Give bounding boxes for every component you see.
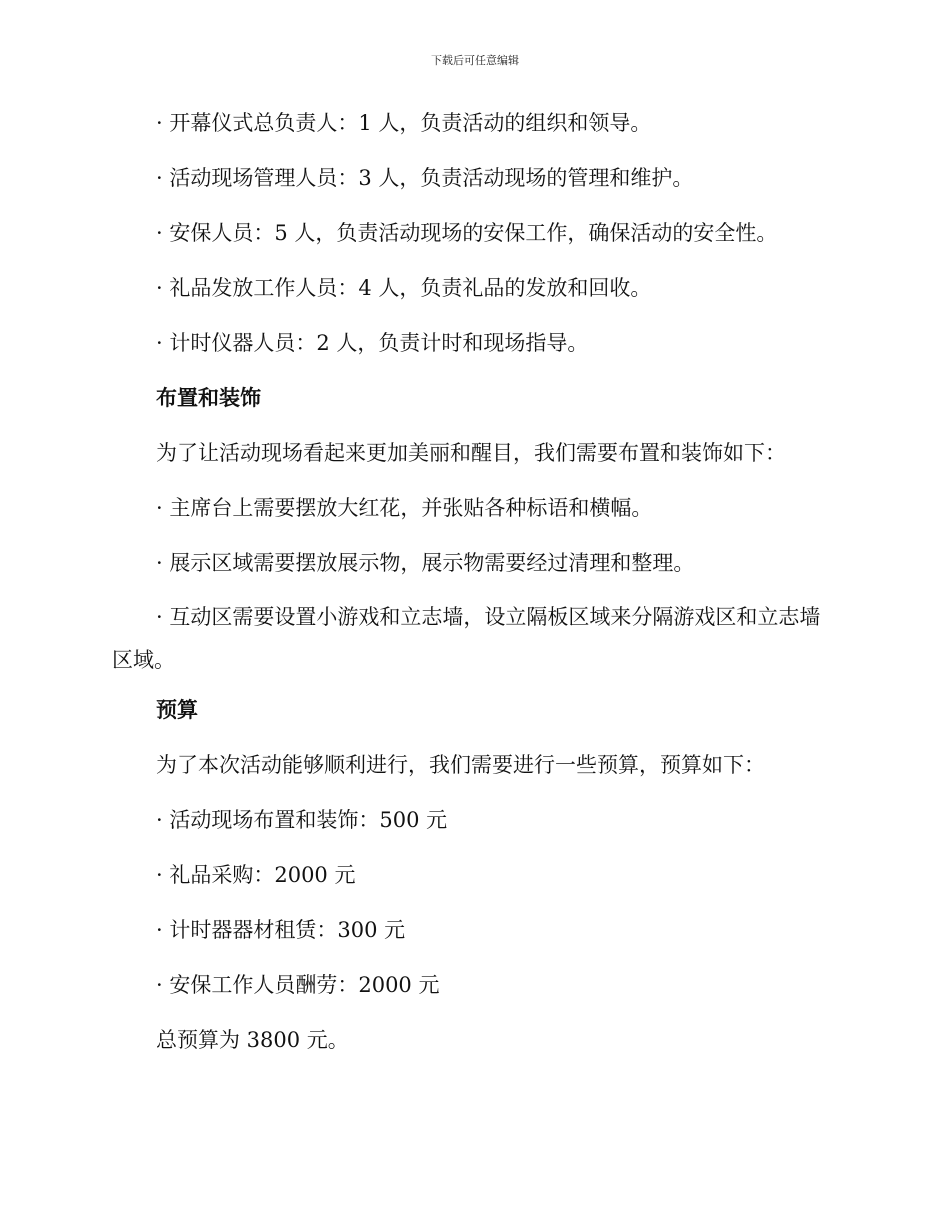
decoration-item-interactive: · 互动区需要设置小游戏和立志墙，设立隔板区域来分隔游戏区和立志墙区域。 xyxy=(112,605,821,672)
decoration-intro: 为了让活动现场看起来更加美丽和醒目，我们需要布置和装饰如下： xyxy=(156,441,786,465)
section-heading-budget: 预算 xyxy=(156,698,198,722)
budget-item-security-pay: · 安保工作人员酬劳：2000 元 xyxy=(156,973,440,997)
budget-item-timer-rental: · 计时器器材租赁：300 元 xyxy=(156,918,406,942)
staff-item-timing: · 计时仪器人员：2 人，负责计时和现场指导。 xyxy=(156,331,589,355)
budget-item-gifts: · 礼品采购：2000 元 xyxy=(156,863,356,887)
page-header: 下载后可任意编辑 xyxy=(431,54,519,67)
budget-intro: 为了本次活动能够顺利进行，我们需要进行一些预算，预算如下： xyxy=(156,753,765,777)
decoration-item-stage: · 主席台上需要摆放大红花，并张贴各种标语和横幅。 xyxy=(156,496,653,520)
staff-item-security: · 安保人员：5 人，负责活动现场的安保工作，确保活动的安全性。 xyxy=(156,221,778,245)
staff-item-site-managers: · 活动现场管理人员：3 人，负责活动现场的管理和维护。 xyxy=(156,166,694,190)
section-heading-decoration: 布置和装饰 xyxy=(156,386,261,410)
budget-total: 总预算为 3800 元。 xyxy=(156,1028,349,1052)
staff-item-gift-distribution: · 礼品发放工作人员：4 人，负责礼品的发放和回收。 xyxy=(156,276,652,300)
document-body xyxy=(112,108,832,1080)
staff-item-general-manager: · 开幕仪式总负责人：1 人，负责活动的组织和领导。 xyxy=(156,111,652,135)
budget-item-decoration: · 活动现场布置和装饰：500 元 xyxy=(156,808,448,832)
decoration-item-display: · 展示区域需要摆放展示物，展示物需要经过清理和整理。 xyxy=(156,551,695,575)
